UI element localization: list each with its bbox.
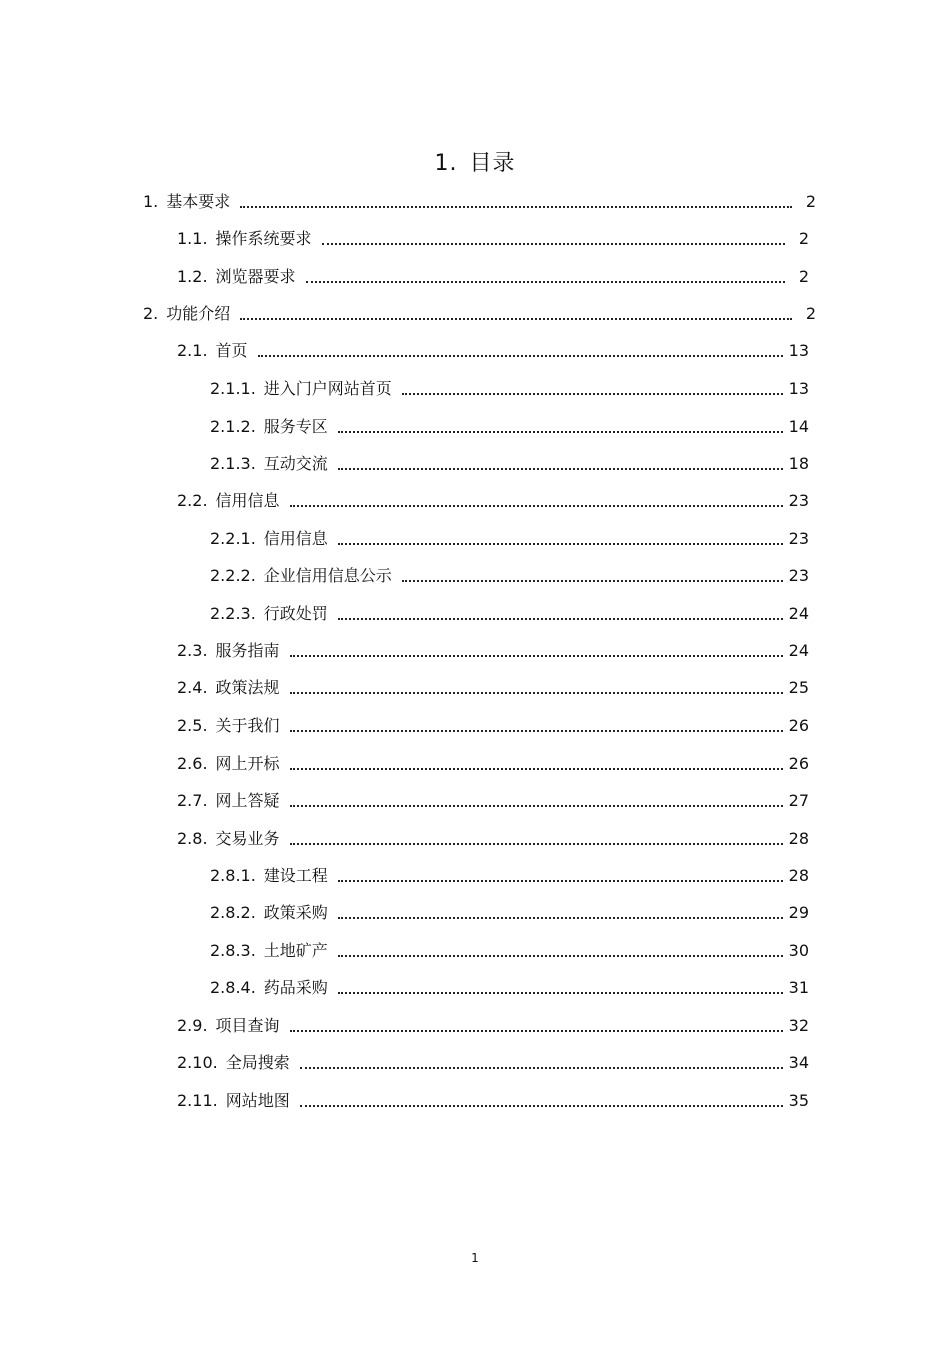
toc-entry-label: 交易业务	[215, 829, 280, 848]
toc-entry-label: 行政处罚	[263, 604, 328, 623]
toc-entry[interactable]	[210, 375, 809, 399]
toc-dot-leader	[338, 879, 783, 882]
toc-entry-number: 1.	[143, 192, 159, 211]
toc-entry-number: 2.7.	[177, 791, 208, 810]
toc-entry-number: 2.6.	[177, 754, 208, 773]
toc-entry-label: 基本要求	[166, 192, 231, 211]
toc-entry[interactable]	[177, 1049, 809, 1073]
toc-entry[interactable]	[210, 937, 809, 961]
toc-entry[interactable]	[210, 562, 809, 586]
toc-entry-number: 2.8.	[177, 829, 208, 848]
toc-entry-number: 2.8.4.	[210, 978, 256, 997]
toc-entry-label: 全局搜索	[225, 1053, 290, 1072]
toc-dot-leader	[290, 842, 783, 845]
toc-entry-page: 14	[788, 417, 809, 436]
toc-entry-page: 2	[798, 229, 809, 248]
toc-entry-page: 34	[788, 1053, 809, 1072]
toc-entry[interactable]	[210, 974, 809, 998]
toc-entry-title	[177, 754, 280, 774]
toc-entry-number: 2.8.3.	[210, 941, 256, 960]
toc-entry-title	[210, 454, 328, 474]
toc-dot-leader	[290, 804, 783, 807]
toc-dot-leader	[402, 579, 783, 582]
toc-entry-label: 服务专区	[263, 417, 328, 436]
toc-dot-leader	[300, 1104, 783, 1107]
toc-entry-number: 1.2.	[177, 267, 208, 286]
toc-entry-label: 信用信息	[263, 529, 328, 548]
toc-entry-number: 2.2.	[177, 491, 208, 510]
toc-entry-page: 2	[798, 267, 809, 286]
toc-entry-label: 网站地图	[225, 1091, 290, 1110]
toc-entry-title	[177, 791, 280, 811]
toc-entry-label: 首页	[215, 341, 248, 360]
toc-entry-number: 2.3.	[177, 641, 208, 660]
toc-entry-page: 28	[788, 866, 809, 885]
toc-entry-title	[177, 1016, 280, 1036]
toc-entry[interactable]	[210, 450, 809, 474]
toc-dot-leader	[240, 205, 792, 208]
toc-entry-label: 功能介绍	[166, 304, 231, 323]
toc-entry[interactable]	[177, 787, 809, 811]
toc-entry-page: 35	[788, 1091, 809, 1110]
toc-entry-label: 网上答疑	[215, 791, 280, 810]
toc-heading-number: 1.	[434, 151, 458, 176]
toc-entry[interactable]	[177, 1087, 809, 1111]
toc-entry-title	[177, 229, 312, 249]
toc-entry-title	[210, 978, 328, 998]
toc-dot-leader	[290, 504, 783, 507]
toc-entry-number: 2.	[143, 304, 159, 323]
toc-entry-number: 2.1.3.	[210, 454, 256, 473]
toc-entry-label: 信用信息	[215, 491, 280, 510]
toc-entry[interactable]	[177, 750, 809, 774]
toc-dot-leader	[402, 392, 783, 395]
toc-entry-title	[177, 829, 280, 849]
toc-entry-label: 操作系统要求	[215, 229, 312, 248]
toc-entry[interactable]	[210, 525, 809, 549]
toc-entry-title	[177, 641, 280, 661]
toc-entry-page: 26	[788, 754, 809, 773]
toc-dot-leader	[322, 242, 785, 245]
toc-dot-leader	[290, 729, 783, 732]
toc-entry-title	[210, 604, 328, 624]
toc-dot-leader	[290, 1029, 783, 1032]
toc-entry-label: 政策采购	[263, 903, 328, 922]
toc-entry[interactable]	[210, 862, 809, 886]
toc-entry-label: 浏览器要求	[215, 267, 296, 286]
toc-entry-number: 1.1.	[177, 229, 208, 248]
toc-entry[interactable]	[177, 263, 809, 287]
toc-dot-leader	[300, 1066, 783, 1069]
toc-dot-leader	[290, 691, 783, 694]
toc-entry-number: 2.2.2.	[210, 566, 256, 585]
toc-entry-number: 2.8.1.	[210, 866, 256, 885]
toc-dot-leader	[240, 317, 792, 320]
toc-entry[interactable]	[177, 825, 809, 849]
toc-entry-page: 23	[788, 529, 809, 548]
toc-entry[interactable]	[210, 600, 809, 624]
toc-dot-leader	[338, 916, 783, 919]
toc-dot-leader	[290, 767, 783, 770]
toc-entry-number: 2.2.1.	[210, 529, 256, 548]
toc-entry-label: 企业信用信息公示	[263, 566, 392, 585]
toc-entry-number: 2.8.2.	[210, 903, 256, 922]
toc-heading	[0, 146, 950, 177]
toc-entry-title	[210, 529, 328, 549]
toc-entry-page: 2	[805, 192, 816, 211]
toc-entry-label: 政策法规	[215, 678, 280, 697]
toc-dot-leader	[338, 617, 783, 620]
toc-entry-title	[177, 267, 296, 287]
toc-entry-page: 27	[788, 791, 809, 810]
toc-entry[interactable]	[177, 674, 809, 698]
toc-entry-label: 服务指南	[215, 641, 280, 660]
toc-entry-number: 2.1.	[177, 341, 208, 360]
toc-dot-leader	[338, 954, 783, 957]
toc-entry-label: 土地矿产	[263, 941, 328, 960]
toc-entry[interactable]	[210, 413, 809, 437]
toc-entry-label: 药品采购	[263, 978, 328, 997]
toc-entry-title	[177, 1053, 290, 1073]
toc-entry[interactable]	[143, 188, 816, 212]
toc-entry[interactable]	[210, 899, 809, 923]
toc-entry-number: 2.9.	[177, 1016, 208, 1035]
toc-entry-title	[143, 304, 230, 324]
toc-entry-number: 2.5.	[177, 716, 208, 735]
toc-dot-leader	[258, 354, 783, 357]
toc-entry[interactable]	[143, 300, 816, 324]
toc-entry-page: 29	[788, 903, 809, 922]
toc-entry-number: 2.1.1.	[210, 379, 256, 398]
toc-entry-label: 互动交流	[263, 454, 328, 473]
toc-entry-number: 2.11.	[177, 1091, 218, 1110]
toc-entry-page: 18	[788, 454, 809, 473]
toc-entry-number: 2.2.3.	[210, 604, 256, 623]
toc-entry-title	[210, 903, 328, 923]
toc-entry-label: 建设工程	[263, 866, 328, 885]
toc-dot-leader	[338, 467, 783, 470]
toc-entry-page: 28	[788, 829, 809, 848]
toc-entry[interactable]	[177, 487, 809, 511]
toc-entry-title	[177, 1091, 290, 1111]
toc-entry-page: 2	[805, 304, 816, 323]
toc-entry-page: 25	[788, 678, 809, 697]
toc-entry-page: 13	[788, 379, 809, 398]
page-number: 1	[471, 1251, 479, 1265]
toc-entry[interactable]	[177, 225, 809, 249]
toc-entry-page: 26	[788, 716, 809, 735]
toc-entry-label: 网上开标	[215, 754, 280, 773]
toc-entry-page: 13	[788, 341, 809, 360]
toc-entry-page: 31	[788, 978, 809, 997]
toc-entry-title	[210, 866, 328, 886]
toc-entry-label: 关于我们	[215, 716, 280, 735]
toc-dot-leader	[306, 280, 785, 283]
toc-entry-label: 项目查询	[215, 1016, 280, 1035]
toc-entry[interactable]	[177, 1012, 809, 1036]
toc-entry-number: 2.1.2.	[210, 417, 256, 436]
toc-entry-title	[177, 341, 248, 361]
toc-entry[interactable]	[177, 337, 809, 361]
toc-entry-page: 32	[788, 1016, 809, 1035]
toc-dot-leader	[338, 542, 783, 545]
toc-dot-leader	[338, 430, 783, 433]
toc-entry[interactable]	[177, 712, 809, 736]
toc-entry-title	[177, 716, 280, 736]
toc-entry-title	[177, 678, 280, 698]
toc-entry-title	[210, 379, 392, 399]
toc-entry-title	[210, 417, 328, 437]
toc-entry-page: 30	[788, 941, 809, 960]
toc-entry-number: 2.4.	[177, 678, 208, 697]
toc-entry-title	[210, 941, 328, 961]
toc-entry-label: 进入门户网站首页	[263, 379, 392, 398]
toc-entry-title	[177, 491, 280, 511]
toc-entry-title	[143, 192, 230, 212]
toc-entry-page: 24	[788, 604, 809, 623]
toc-entry-page: 23	[788, 566, 809, 585]
toc-dot-leader	[338, 991, 783, 994]
toc-entry[interactable]	[177, 637, 809, 661]
toc-dot-leader	[290, 654, 783, 657]
toc-entry-title	[210, 566, 392, 586]
toc-entry-page: 24	[788, 641, 809, 660]
toc-entry-number: 2.10.	[177, 1053, 218, 1072]
toc-entry-page: 23	[788, 491, 809, 510]
toc-heading-text: 目录	[469, 151, 516, 176]
